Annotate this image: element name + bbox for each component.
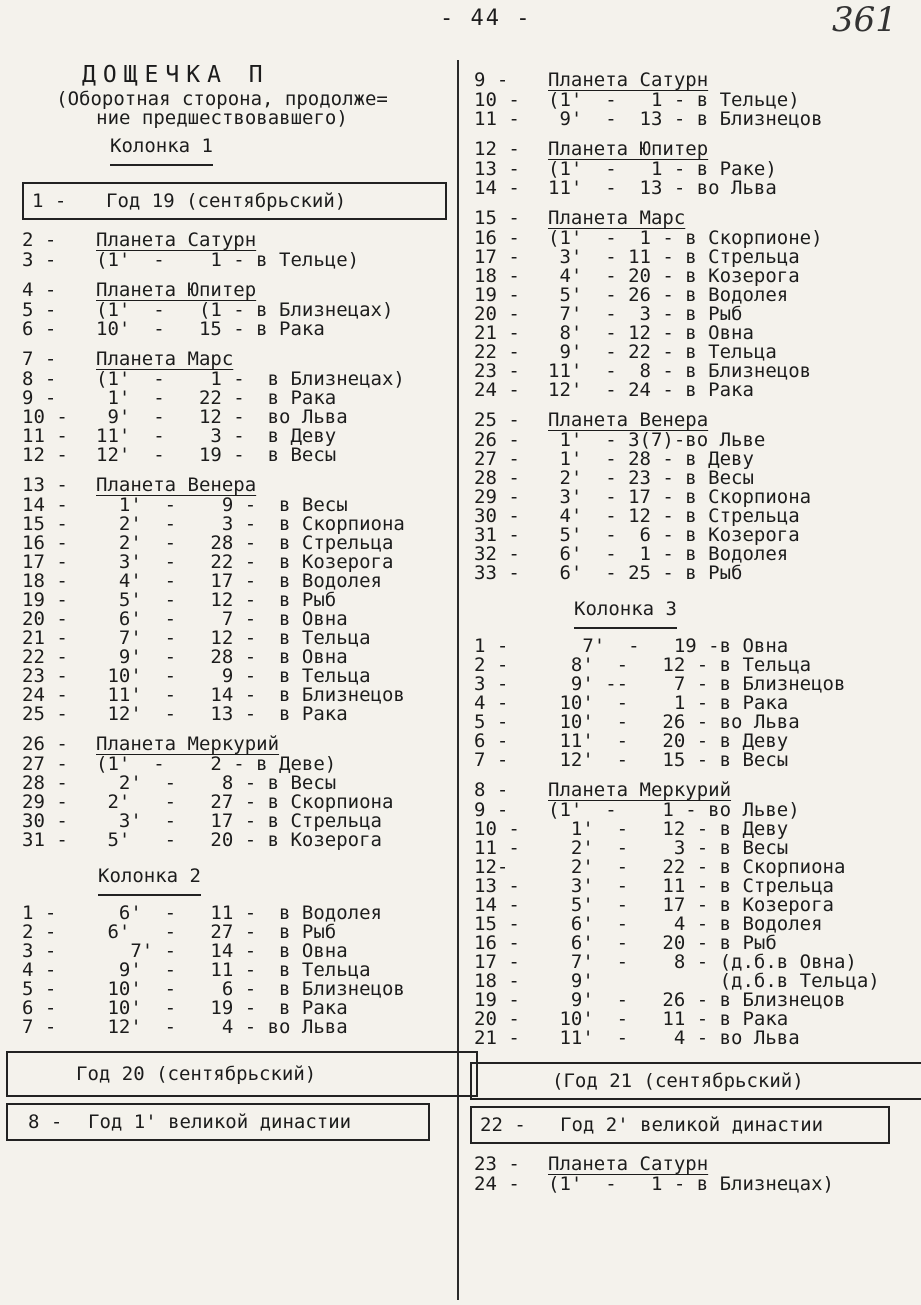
line-number: 21 - bbox=[22, 627, 68, 649]
entry-text: 11' - 8 - в Близнецов bbox=[548, 360, 812, 382]
entry-text: (1' - 1 - в Тельце) bbox=[96, 249, 360, 271]
year20-box: Год 20 (сентябрьский) bbox=[6, 1051, 478, 1097]
entry-text: 7' - 12 - в Тельца bbox=[96, 627, 371, 649]
document-subtitle-line2: ние предшествовавшего) bbox=[96, 107, 348, 129]
entry-text: 3' - 11 - в Стрельца bbox=[548, 246, 800, 268]
entry-text: 10' - 19 - в Рака bbox=[96, 997, 348, 1019]
planet-heading: Планета Сатурн bbox=[548, 1153, 709, 1175]
line-number: 2 - bbox=[22, 921, 57, 943]
line-number: 19 - bbox=[474, 989, 520, 1011]
line-number: 9 - bbox=[474, 69, 509, 91]
year19-label: Год 19 (сентябрьский) bbox=[106, 190, 347, 212]
entry-text: (1' - 2 - в Деве) bbox=[96, 753, 337, 775]
planet-heading-row bbox=[474, 779, 914, 801]
line-number: 26 - bbox=[474, 429, 520, 451]
entry-text: 12' - 24 - в Рака bbox=[548, 379, 754, 401]
entry-row bbox=[474, 110, 914, 129]
entry-row bbox=[22, 251, 447, 270]
entry-text: 12' - 15 - в Весы bbox=[548, 749, 789, 771]
entry-text: (1' - 1 - в Тельце) bbox=[548, 89, 800, 111]
line-number: 10 - bbox=[474, 818, 520, 840]
entry-row bbox=[474, 179, 914, 198]
line-number: 25 - bbox=[474, 409, 520, 431]
entry-row bbox=[22, 831, 447, 850]
planet-heading: Планета Венера bbox=[548, 409, 709, 431]
line-number: 14 - bbox=[474, 894, 520, 916]
year21-box: (Год 21 (сентябрьский) bbox=[470, 1062, 921, 1100]
entry-text: (1' - 1 - в Близнецах) bbox=[96, 368, 405, 390]
line-number: 17 - bbox=[474, 951, 520, 973]
line-number: 4 - bbox=[22, 279, 57, 301]
line-number: 12- bbox=[474, 856, 509, 878]
entry-text: (1' - 1 - во Льве) bbox=[548, 799, 800, 821]
right-rows-a bbox=[474, 69, 914, 583]
line-number: 11 - bbox=[22, 425, 68, 447]
planet-heading: Планета Меркурий bbox=[96, 733, 280, 755]
entry-text: 3' - 11 - в Стрельца bbox=[548, 875, 834, 897]
line-number: 2 - bbox=[474, 654, 509, 676]
planet-heading: Планета Марс bbox=[96, 348, 234, 370]
entry-text: 5' - 6 - в Козерога bbox=[548, 524, 800, 546]
planet-heading-row bbox=[474, 69, 914, 91]
planet-heading: Планета Марс bbox=[548, 207, 686, 229]
left-column bbox=[22, 60, 447, 1147]
line-number: 11 - bbox=[474, 108, 520, 130]
line-number: 13 - bbox=[474, 875, 520, 897]
column1-heading: Колонка 1 bbox=[110, 134, 447, 166]
document-subtitle-line1: (Оборотная сторона, продолже= bbox=[56, 88, 388, 110]
entry-text: 9' - 22 - в Тельца bbox=[548, 341, 777, 363]
line-number: 3 - bbox=[22, 940, 57, 962]
line-number: 16 - bbox=[474, 932, 520, 954]
line-number: 20 - bbox=[22, 608, 68, 630]
entry-text: 5' - 26 - в Водолея bbox=[548, 284, 789, 306]
line-number: 9 - bbox=[22, 387, 57, 409]
entry-text: 9' - 26 - в Близнецов bbox=[548, 989, 846, 1011]
entry-text: 7' - 3 - в Рыб bbox=[548, 303, 743, 325]
entry-text: 1' - 22 - в Рака bbox=[96, 387, 337, 409]
planet-heading-row bbox=[22, 474, 447, 496]
line-number: 33 - bbox=[474, 562, 520, 584]
entry-text: 4' - 17 - в Водолея bbox=[96, 570, 382, 592]
entry-text: 10' - 9 - в Тельца bbox=[96, 665, 371, 687]
line-number: 15 - bbox=[474, 913, 520, 935]
planet-heading-row bbox=[22, 348, 447, 370]
line-number: 5 - bbox=[22, 299, 57, 321]
line-number: 17 - bbox=[22, 551, 68, 573]
planet-heading-row bbox=[474, 138, 914, 160]
line-number: 6 - bbox=[22, 997, 57, 1019]
entry-text: 10' - 11 - в Рака bbox=[548, 1008, 789, 1030]
line-number: 23 - bbox=[22, 665, 68, 687]
entry-text: 1' - 3(7)-во Льве bbox=[548, 429, 766, 451]
entry-text: (1' - 1 - в Близнецах) bbox=[548, 1173, 834, 1195]
entry-text: 9' -- 7 - в Близнецов bbox=[548, 673, 846, 695]
planet-heading-row bbox=[22, 279, 447, 301]
line-number: 30 - bbox=[474, 505, 520, 527]
entry-text: 2' - 3 - в Весы bbox=[548, 837, 789, 859]
line-number: 6 - bbox=[474, 730, 509, 752]
entry-text: 9' - 12 - во Льва bbox=[96, 406, 348, 428]
entry-row bbox=[22, 446, 447, 465]
line-number: 7 - bbox=[22, 348, 57, 370]
entry-text: 9' (д.б.в Тельца) bbox=[548, 970, 880, 992]
line-number: 25 - bbox=[22, 703, 68, 725]
line-number: 5 - bbox=[474, 711, 509, 733]
line-number: 32 - bbox=[474, 543, 520, 565]
line-number: 28 - bbox=[22, 772, 68, 794]
planet-heading: Планета Сатурн bbox=[548, 69, 709, 91]
entry-text: 7' - 19 -в Овна bbox=[548, 635, 789, 657]
entry-row bbox=[474, 1029, 914, 1048]
entry-text: 4' - 12 - в Стрельца bbox=[548, 505, 800, 527]
entry-text: 12' - 19 - в Весы bbox=[96, 444, 337, 466]
entry-row bbox=[474, 751, 914, 770]
line-number: 23 - bbox=[474, 1153, 520, 1175]
page-number: - 44 - bbox=[440, 6, 532, 31]
dynasty2-label: Год 2' великой династии bbox=[560, 1114, 824, 1136]
entry-text: 2' - 3 - в Скорпиона bbox=[96, 513, 405, 535]
line-number: 18 - bbox=[22, 570, 68, 592]
line-number: 1 - bbox=[474, 635, 509, 657]
line-number: 4 - bbox=[474, 692, 509, 714]
entry-text: 8' - 12 - в Овна bbox=[548, 322, 754, 344]
entry-row bbox=[474, 564, 914, 583]
entry-text: (1' - 1 - в Скорпионе) bbox=[548, 227, 823, 249]
document-title: ДОЩЕЧКА П bbox=[82, 62, 270, 88]
entry-text: 11' - 13 - во Льва bbox=[548, 177, 777, 199]
line-number: 21 - bbox=[474, 322, 520, 344]
line-number: 22 - bbox=[474, 341, 520, 363]
entry-row bbox=[474, 381, 914, 400]
line-number: 10 - bbox=[22, 406, 68, 428]
entry-row bbox=[22, 1018, 447, 1037]
entry-row bbox=[22, 320, 447, 339]
entry-text: 3' - 22 - в Козерога bbox=[96, 551, 394, 573]
planet-heading: Планета Сатурн bbox=[96, 229, 257, 251]
line-number: 17 - bbox=[474, 246, 520, 268]
line-number: 31 - bbox=[22, 829, 68, 851]
line-number: 30 - bbox=[22, 810, 68, 832]
line-number: 21 - bbox=[474, 1027, 520, 1049]
line-number: 31 - bbox=[474, 524, 520, 546]
line-number: 19 - bbox=[22, 589, 68, 611]
right-column bbox=[474, 60, 914, 1194]
entry-text: 11' - 14 - в Близнецов bbox=[96, 684, 405, 706]
entry-text: 9' - 11 - в Тельца bbox=[96, 959, 371, 981]
dynasty2-number: 22 - bbox=[480, 1114, 526, 1136]
planet-heading: Планета Юпитер bbox=[548, 138, 709, 160]
entry-text: 11' - 20 - в Деву bbox=[548, 730, 789, 752]
entry-text: 5' - 12 - в Рыб bbox=[96, 589, 337, 611]
entry-text: 3' - 17 - в Стрельца bbox=[96, 810, 382, 832]
line-number: 12 - bbox=[474, 138, 520, 160]
entry-row bbox=[474, 1175, 914, 1194]
line-number: 9 - bbox=[474, 799, 509, 821]
line-number: 14 - bbox=[22, 494, 68, 516]
line-number: 8 - bbox=[474, 779, 509, 801]
planet-heading-row bbox=[474, 207, 914, 229]
year19-number: 1 - bbox=[32, 190, 67, 212]
entry-text: 1' - 28 - в Деву bbox=[548, 448, 754, 470]
entry-text: 12' - 4 - во Льва bbox=[96, 1016, 348, 1038]
entry-text: 6' - 25 - в Рыб bbox=[548, 562, 743, 584]
line-number: 10 - bbox=[474, 89, 520, 111]
line-number: 27 - bbox=[22, 753, 68, 775]
entry-text: 3' - 17 - в Скорпиона bbox=[548, 486, 812, 508]
entry-text: 7' - 14 - в Овна bbox=[96, 940, 348, 962]
planet-heading-row bbox=[22, 229, 447, 251]
entry-text: 10' - 1 - в Рака bbox=[548, 692, 789, 714]
handwritten-page-note: 361 bbox=[832, 0, 897, 40]
line-number: 7 - bbox=[474, 749, 509, 771]
entry-text: (1' - (1 - в Близнецах) bbox=[96, 299, 394, 321]
dynasty1-box bbox=[6, 1103, 430, 1141]
planet-heading: Планета Меркурий bbox=[548, 779, 732, 801]
entry-text: 6' - 27 - в Рыб bbox=[96, 921, 337, 943]
line-number: 13 - bbox=[474, 158, 520, 180]
planet-heading-row bbox=[474, 409, 914, 431]
entry-text: (1' - 1 - в Раке) bbox=[548, 158, 777, 180]
planet-heading: Планета Юпитер bbox=[96, 279, 257, 301]
line-number: 24 - bbox=[474, 1173, 520, 1195]
left-rows-b bbox=[22, 904, 447, 1037]
line-number: 5 - bbox=[22, 978, 57, 1000]
entry-text: 1' - 9 - в Весы bbox=[96, 494, 348, 516]
entry-text: 5' - 17 - в Козерога bbox=[548, 894, 834, 916]
right-rows-c bbox=[474, 1153, 914, 1194]
line-number: 23 - bbox=[474, 360, 520, 382]
dynasty1-number: 8 - bbox=[28, 1111, 63, 1133]
line-number: 26 - bbox=[22, 733, 68, 755]
planet-heading: Планета Венера bbox=[96, 474, 257, 496]
line-number: 2 - bbox=[22, 229, 57, 251]
column2-heading: Колонка 2 bbox=[98, 864, 447, 896]
planet-heading-row bbox=[22, 733, 447, 755]
entry-text: 11' - 4 - во Льва bbox=[548, 1027, 800, 1049]
line-number: 16 - bbox=[22, 532, 68, 554]
entry-text: 6' - 7 - в Овна bbox=[96, 608, 348, 630]
line-number: 27 - bbox=[474, 448, 520, 470]
entry-text: 8' - 12 - в Тельца bbox=[548, 654, 812, 676]
line-number: 11 - bbox=[474, 837, 520, 859]
entry-text: 5' - 20 - в Козерога bbox=[96, 829, 382, 851]
line-number: 6 - bbox=[22, 318, 57, 340]
line-number: 3 - bbox=[22, 249, 57, 271]
line-number: 24 - bbox=[474, 379, 520, 401]
line-number: 4 - bbox=[22, 959, 57, 981]
line-number: 22 - bbox=[22, 646, 68, 668]
entry-text: 2' - 8 - в Весы bbox=[96, 772, 337, 794]
year19-box bbox=[22, 182, 447, 220]
line-number: 29 - bbox=[22, 791, 68, 813]
line-number: 14 - bbox=[474, 177, 520, 199]
entry-text: 6' - 20 - в Рыб bbox=[548, 932, 777, 954]
line-number: 3 - bbox=[474, 673, 509, 695]
line-number: 29 - bbox=[474, 486, 520, 508]
line-number: 18 - bbox=[474, 265, 520, 287]
line-number: 19 - bbox=[474, 284, 520, 306]
column3-heading: Колонка 3 bbox=[574, 597, 914, 629]
dynasty1-label: Год 1' великой династии bbox=[88, 1111, 352, 1133]
line-number: 20 - bbox=[474, 1008, 520, 1030]
entry-text: 11' - 3 - в Деву bbox=[96, 425, 337, 447]
line-number: 20 - bbox=[474, 303, 520, 325]
line-number: 1 - bbox=[22, 902, 57, 924]
line-number: 7 - bbox=[22, 1016, 57, 1038]
entry-text: 10' - 15 - в Рака bbox=[96, 318, 325, 340]
line-number: 8 - bbox=[22, 368, 57, 390]
entry-text: 9' - 28 - в Овна bbox=[96, 646, 348, 668]
dynasty2-box bbox=[470, 1106, 890, 1144]
left-rows-a bbox=[22, 229, 447, 850]
entry-text: 7' - 8 - (д.б.в Овна) bbox=[548, 951, 857, 973]
line-number: 18 - bbox=[474, 970, 520, 992]
line-number: 24 - bbox=[22, 684, 68, 706]
entry-text: 12' - 13 - в Рака bbox=[96, 703, 348, 725]
entry-row bbox=[22, 705, 447, 724]
entry-text: 2' - 23 - в Весы bbox=[548, 467, 754, 489]
right-rows-b bbox=[474, 637, 914, 1048]
entry-text: 6' - 4 - в Водолея bbox=[548, 913, 823, 935]
entry-text: 10' - 26 - во Льва bbox=[548, 711, 800, 733]
entry-text: 6' - 11 - в Водолея bbox=[96, 902, 382, 924]
column-divider bbox=[457, 60, 459, 1300]
line-number: 13 - bbox=[22, 474, 68, 496]
line-number: 15 - bbox=[474, 207, 520, 229]
line-number: 15 - bbox=[22, 513, 68, 535]
entry-text: 6' - 1 - в Водолея bbox=[548, 543, 789, 565]
entry-text: 4' - 20 - в Козерога bbox=[548, 265, 800, 287]
entry-text: 2' - 28 - в Стрельца bbox=[96, 532, 394, 554]
line-number: 16 - bbox=[474, 227, 520, 249]
planet-heading-row bbox=[474, 1153, 914, 1175]
entry-text: 9' - 13 - в Близнецов bbox=[548, 108, 823, 130]
line-number: 28 - bbox=[474, 467, 520, 489]
entry-text: 1' - 12 - в Деву bbox=[548, 818, 789, 840]
entry-text: 10' - 6 - в Близнецов bbox=[96, 978, 405, 1000]
entry-text: 2' - 27 - в Скорпиона bbox=[96, 791, 394, 813]
entry-text: 2' - 22 - в Скорпиона bbox=[548, 856, 846, 878]
line-number: 12 - bbox=[22, 444, 68, 466]
